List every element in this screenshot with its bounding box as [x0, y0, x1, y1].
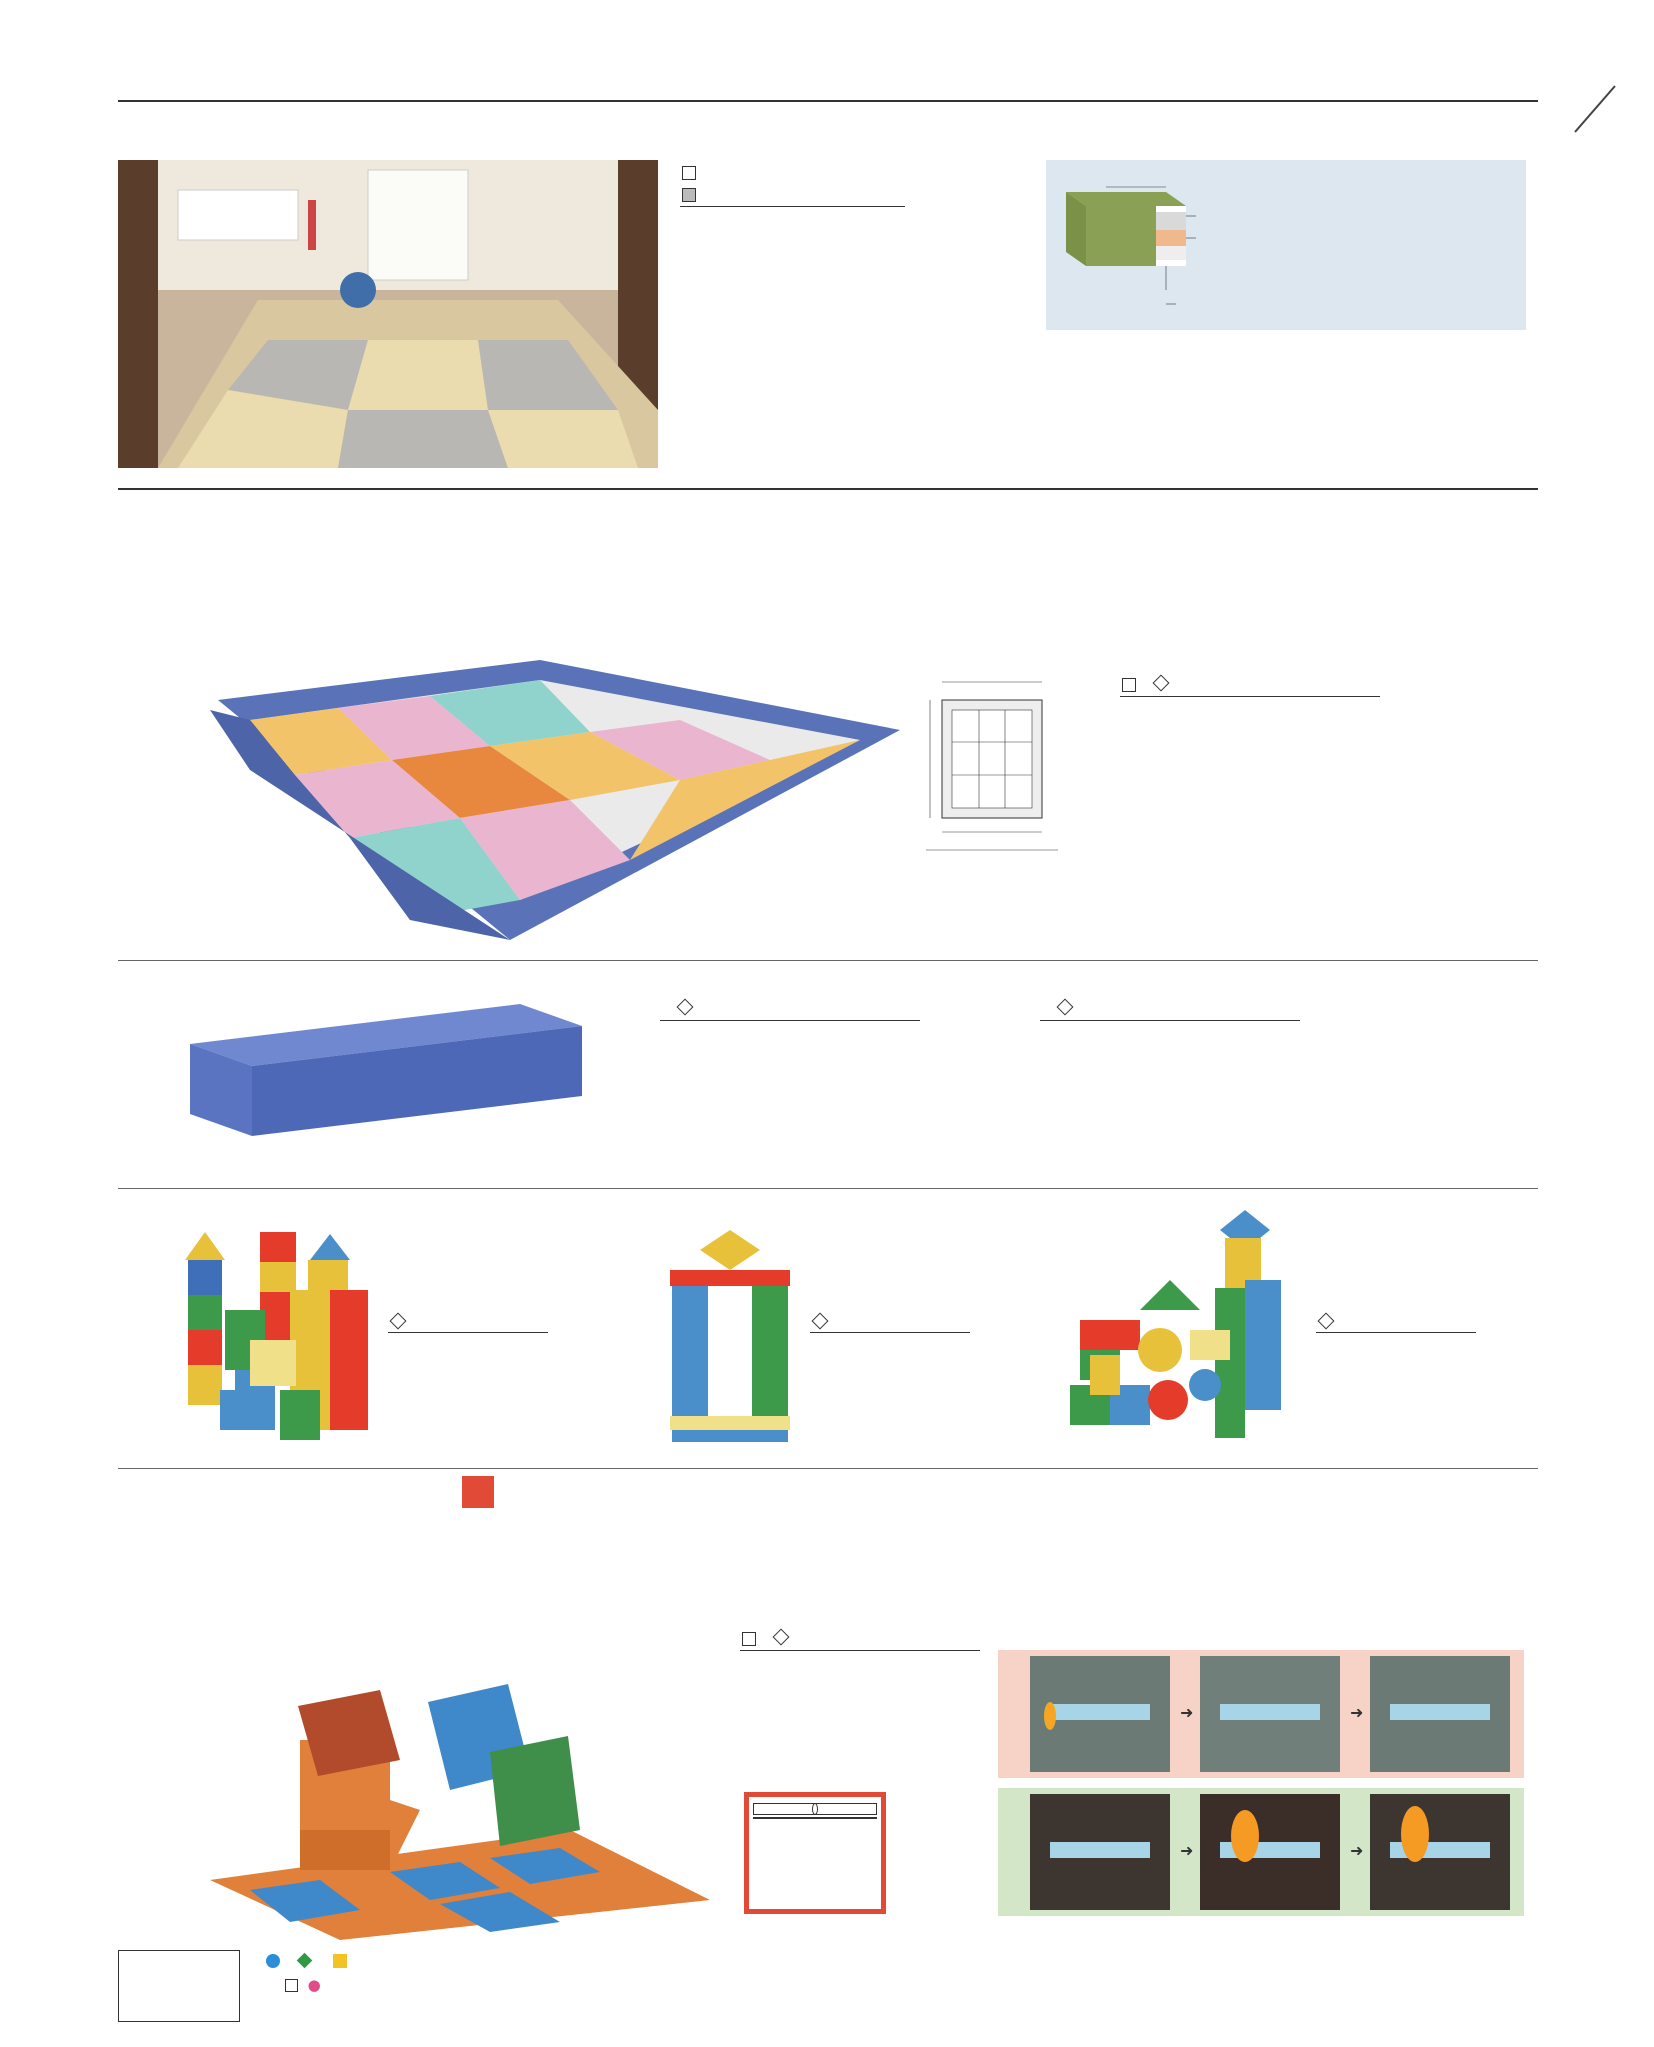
fire-mat-model [740, 1626, 980, 1651]
bench-model [1040, 996, 1300, 1021]
fire-badge [462, 1476, 494, 1508]
header-slash [1570, 84, 1620, 134]
label-test-row [753, 1817, 877, 1819]
fire-mat-photo [190, 1640, 730, 1940]
header-rule [118, 100, 1538, 102]
block-set-b-photo [660, 1230, 800, 1450]
svg-text:➜: ➜ [1350, 1703, 1364, 1722]
footer-line-2 [266, 1976, 321, 1994]
svg-text:➜: ➜ [1180, 1841, 1194, 1860]
floor-cross-section-diagram [1056, 172, 1216, 320]
fire-mat-product [740, 1626, 980, 1654]
yellow-square-icon [333, 1954, 347, 1968]
delivery-mark-diamond [772, 1629, 789, 1646]
blue-circle-icon [266, 1954, 280, 1968]
svg-text:➜: ➜ [1180, 1703, 1194, 1722]
block-set-c-photo [1060, 1210, 1300, 1450]
green-diamond-icon [297, 1953, 313, 1969]
block-price [1316, 1310, 1476, 1333]
divider-fire [118, 1468, 1538, 1469]
label-reg-row [753, 1803, 877, 1815]
leather-mat-dimension-drawing [920, 670, 1070, 870]
delivery-mark-square [682, 188, 696, 202]
block-set-a-photo [180, 1230, 390, 1450]
divider-leather [118, 488, 1538, 490]
block-price [810, 1310, 970, 1333]
bench-item-2 [1040, 996, 1300, 1024]
delivery-mark-diamond [676, 999, 693, 1016]
delivery-mark-diamond [1318, 1313, 1335, 1330]
compare-photos [1030, 1656, 1520, 1912]
floor-price [680, 182, 905, 207]
footer-label-box [118, 1950, 240, 2022]
bench-model [660, 996, 920, 1021]
bench-item-1 [660, 996, 920, 1024]
label-reg-mid [812, 1803, 818, 1815]
divider-bench [118, 960, 1538, 961]
color-code-box [742, 1632, 756, 1646]
delivery-mark-diamond [1056, 999, 1073, 1016]
delivery-mark-diamond [1152, 675, 1169, 692]
leather-mat-photo [210, 660, 910, 945]
fire-certification-label [744, 1792, 886, 1914]
delivery-mark-diamond [390, 1313, 407, 1330]
order-mark-icon: ● [307, 1976, 321, 1994]
block-price [388, 1310, 548, 1333]
leather-mat-product [1120, 672, 1380, 700]
divider-blocks [118, 1188, 1538, 1189]
color-code-box [1122, 678, 1136, 692]
delivery-mark-diamond [812, 1313, 829, 1330]
block-item-c [1316, 1310, 1476, 1336]
leather-mat-model [1120, 672, 1380, 697]
svg-text:➜: ➜ [1350, 1841, 1364, 1860]
bench-photo [190, 1000, 590, 1140]
block-item-b [810, 1310, 970, 1336]
square-outline-icon [285, 1979, 298, 1992]
block-item-a [388, 1310, 548, 1336]
floor-model [680, 160, 905, 182]
floor-product-block [680, 160, 905, 211]
floor-room-photo [118, 160, 658, 468]
footer-line-1 [266, 1952, 347, 1970]
color-code-box [682, 166, 696, 180]
